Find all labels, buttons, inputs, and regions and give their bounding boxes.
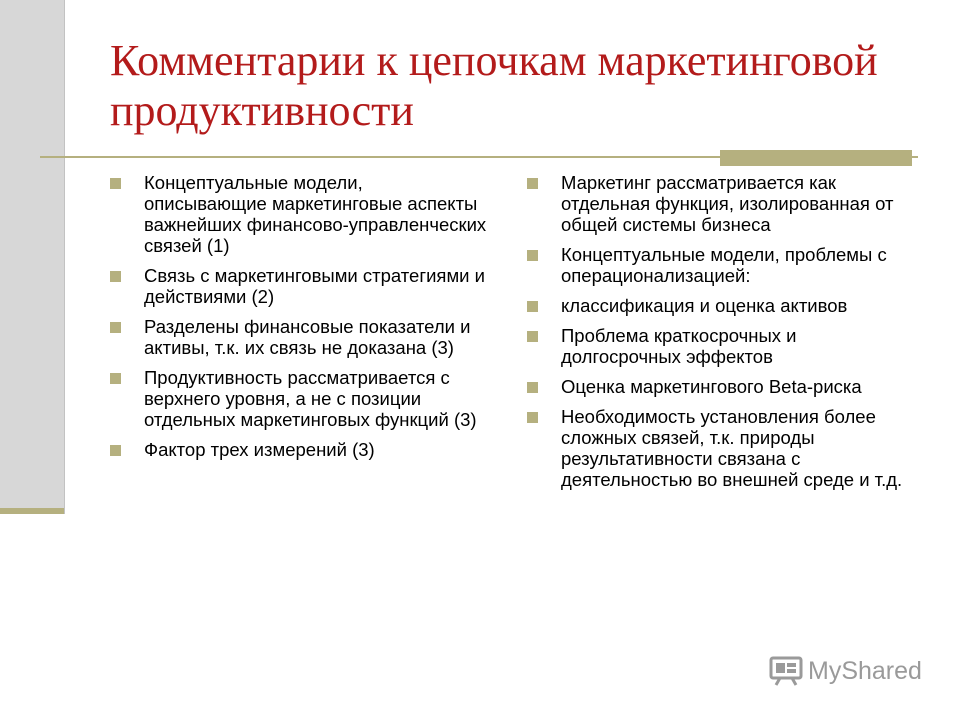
list-item: [525, 325, 910, 367]
square-bullet-icon: [527, 412, 538, 423]
list-item: [525, 376, 910, 397]
presentation-board-icon: [768, 656, 804, 686]
square-bullet-icon: [110, 271, 121, 282]
list-item: [108, 265, 488, 307]
list-item-text: Необходимость установления более сложных связей, т.к. природы результативности связана с деятельностью во внешней среде и т.д.: [561, 406, 903, 490]
list-item-text: Оценка маркетингового Beta-риска: [561, 376, 862, 397]
list-item: [525, 244, 910, 286]
title-divider-accent: [720, 150, 912, 166]
slide-title: Комментарии к цепочкам маркетинговой продуктивности: [110, 36, 878, 135]
square-bullet-icon: [527, 382, 538, 393]
watermark-text: MyShared: [808, 656, 922, 685]
list-item-text: Проблема краткосрочных и долгосрочных эффектов: [561, 325, 797, 367]
square-bullet-icon: [527, 250, 538, 261]
square-bullet-icon: [527, 301, 538, 312]
square-bullet-icon: [110, 178, 121, 189]
list-item-text: Концептуальные модели, описывающие маркетинговые аспекты важнейших финансово-управленческих связей (1): [144, 172, 487, 256]
list-item: [108, 439, 488, 460]
list-item: [108, 316, 488, 358]
list-item: [525, 406, 910, 490]
list-item-text: Продуктивность рассматривается с верхнего уровня, а не с позиции отдельных маркетинговых функций (3): [144, 367, 477, 430]
list-item: [525, 172, 910, 235]
list-item-text: Фактор трех измерений (3): [144, 439, 375, 460]
left-decorative-bar: [0, 0, 65, 514]
list-item-text: Разделены финансовые показатели и активы, т.к. их связь не доказана (3): [144, 316, 471, 358]
watermark: [768, 656, 922, 686]
list-item: [108, 367, 488, 430]
square-bullet-icon: [110, 373, 121, 384]
square-bullet-icon: [110, 322, 121, 333]
right-bullet-list: [525, 172, 910, 499]
square-bullet-icon: [110, 445, 121, 456]
left-bullet-list: [108, 172, 488, 469]
list-item-text: классификация и оценка активов: [561, 295, 848, 316]
list-item-text: Концептуальные модели, проблемы с операционализацией:: [561, 244, 887, 286]
square-bullet-icon: [527, 178, 538, 189]
square-bullet-icon: [527, 331, 538, 342]
list-item: [525, 295, 910, 316]
list-item: [108, 172, 488, 256]
left-bar-accent: [0, 508, 64, 514]
list-item-text: Маркетинг рассматривается как отдельная функция, изолированная от общей системы бизнеса: [561, 172, 894, 235]
list-item-text: Связь с маркетинговыми стратегиями и действиями (2): [144, 265, 485, 307]
